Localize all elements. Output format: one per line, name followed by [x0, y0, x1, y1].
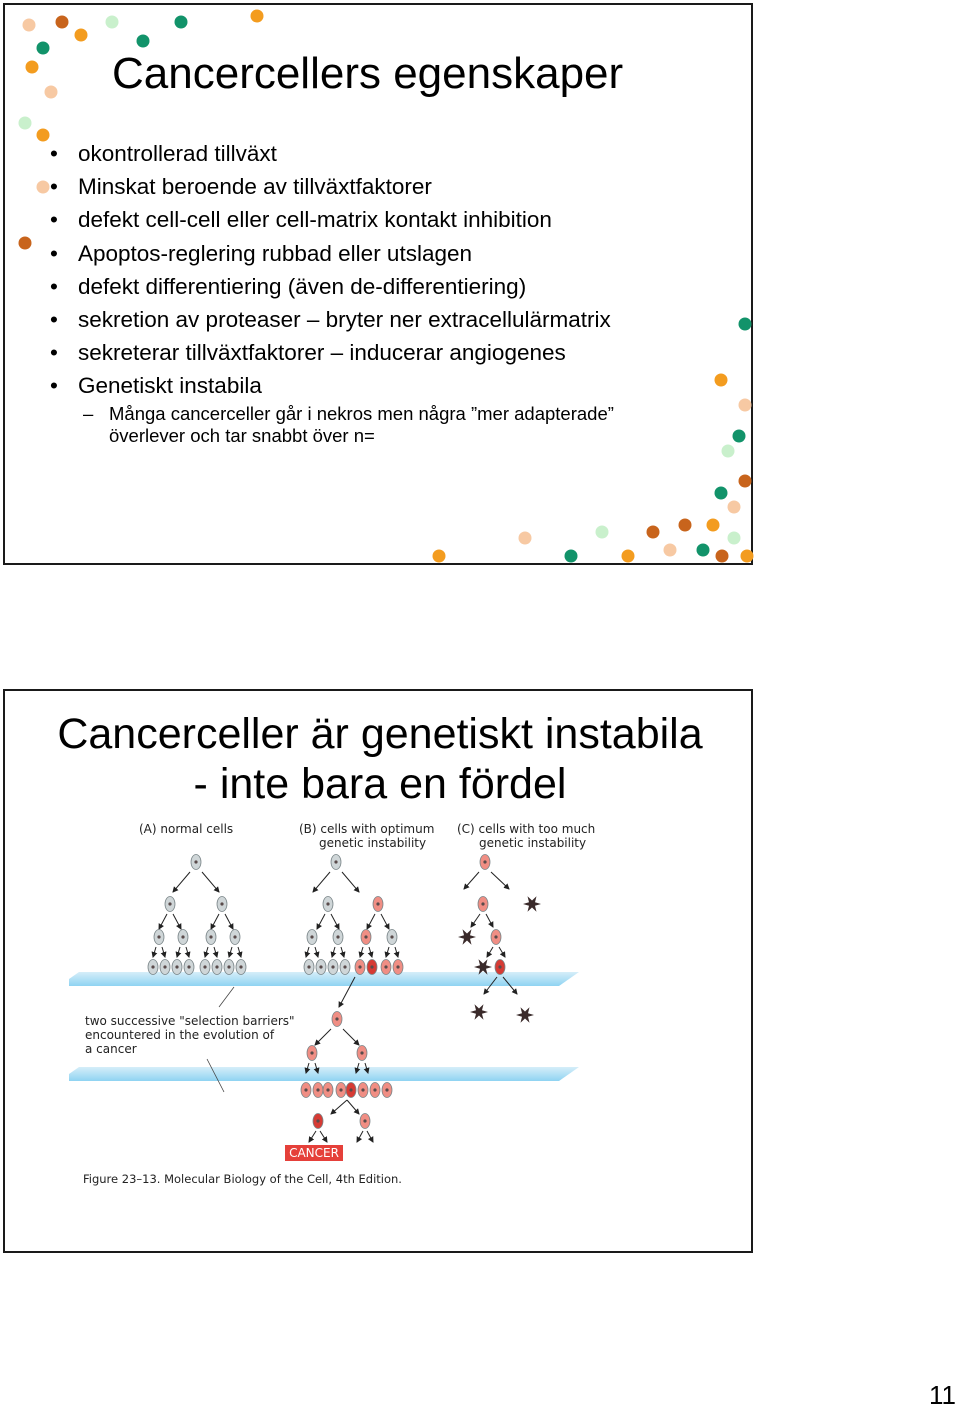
cell-nucleus [331, 965, 334, 968]
bullet-item: • okontrollerad tillväxt [50, 137, 740, 170]
bullet-item: • sekretion av proteaser – bryter ner extracellulärmatrix [50, 303, 740, 336]
decorative-dot [741, 550, 754, 563]
decorative-dot [175, 16, 188, 29]
division-arrow [367, 914, 375, 929]
division-arrow [367, 1131, 373, 1142]
division-arrow [177, 947, 180, 957]
decorative-dot [739, 475, 752, 488]
division-arrow [332, 947, 335, 957]
division-arrow [225, 914, 233, 929]
cell-nucleus [319, 965, 322, 968]
decorative-dot [56, 16, 69, 29]
decorative-dot [137, 35, 150, 48]
sub-bullet-dash: – [83, 403, 94, 424]
cell-nucleus [336, 935, 339, 938]
cell-nucleus [326, 1088, 329, 1091]
decorative-dot [739, 399, 752, 412]
cell-nucleus [233, 935, 236, 938]
division-arrow [153, 947, 156, 957]
cell-nucleus [498, 965, 501, 968]
division-arrow [487, 947, 493, 957]
cell-nucleus [220, 902, 223, 905]
division-arrow [205, 947, 208, 957]
cell-nucleus [187, 965, 190, 968]
division-arrow [238, 947, 241, 957]
bullet-item: • Apoptos-reglering rubbad eller utslagen [50, 237, 740, 270]
division-arrow [386, 947, 389, 957]
label-optimum-instability-2: genetic instability [319, 836, 427, 850]
slide-cancercellers-egenskaper [3, 3, 753, 565]
bullet-list [50, 137, 740, 403]
slide-title-line-2: - inte bara en fördel [193, 760, 567, 808]
cell-nucleus [481, 902, 484, 905]
cell-nucleus [390, 935, 393, 938]
cell-nucleus [326, 902, 329, 905]
cell-nucleus [304, 1088, 307, 1091]
decorative-dot [565, 550, 578, 563]
division-arrow [343, 1029, 359, 1045]
decorative-dot [716, 550, 729, 563]
cell-nucleus [358, 965, 361, 968]
decorative-dot [733, 430, 746, 443]
sub-bullet-line-1: Många cancerceller går i nekros men några ”mer adapterade” [109, 403, 614, 424]
division-arrow [341, 947, 344, 957]
division-arrow [395, 947, 398, 957]
decorative-dot [19, 117, 32, 130]
division-arrow [369, 947, 372, 957]
cell-nucleus [385, 1088, 388, 1091]
division-arrow [491, 872, 509, 889]
barrier-annotation-line-1: two successive "selection barriers" [85, 1014, 295, 1028]
division-arrow [331, 1100, 347, 1114]
cell-nucleus [494, 935, 497, 938]
division-arrow [320, 1131, 327, 1142]
cell-nucleus [215, 965, 218, 968]
bullet-item: • Genetiskt instabila [50, 369, 740, 402]
division-arrow [360, 947, 363, 957]
cell-nucleus [316, 1119, 319, 1122]
slide-title: Cancercellers egenskaper [112, 49, 624, 98]
cell-nucleus [239, 965, 242, 968]
decorative-dot [728, 532, 741, 545]
decorative-dot [26, 61, 39, 74]
page-number: 11 [929, 1380, 956, 1410]
decorative-dot [251, 10, 264, 23]
bullet-item: • defekt differentiering (även de-differentiering) [50, 270, 740, 303]
slide-title [5, 709, 755, 809]
dead-cell [516, 1007, 534, 1023]
division-arrow [464, 872, 479, 889]
selection-barrier-2 [69, 1067, 579, 1081]
decorative-dot [715, 487, 728, 500]
cancer-label: CANCER [289, 1146, 339, 1160]
decorative-dot [647, 526, 660, 539]
cell-nucleus [373, 1088, 376, 1091]
division-arrow [357, 1131, 363, 1142]
cell-nucleus [384, 965, 387, 968]
cell-nucleus [227, 965, 230, 968]
decorative-dot [37, 42, 50, 55]
division-arrow [162, 947, 165, 957]
cell-nucleus [194, 860, 197, 863]
dead-cell [458, 929, 476, 945]
dead-cell [470, 1004, 488, 1020]
cell-nucleus [370, 965, 373, 968]
division-arrow [173, 914, 181, 929]
cell-nucleus [151, 965, 154, 968]
cell-nucleus [175, 965, 178, 968]
cell-nucleus [363, 1119, 366, 1122]
division-arrow [306, 947, 309, 957]
division-arrow [471, 914, 480, 927]
slide-title-line-1: Cancerceller är genetiskt instabila [57, 710, 703, 758]
cell-nucleus [316, 1088, 319, 1091]
decorative-dot [664, 544, 677, 557]
genetic-instability-figure [69, 809, 689, 1189]
label-optimum-instability-1: (B) cells with optimum [299, 822, 435, 836]
cell-nucleus [343, 965, 346, 968]
barrier-annotation-line-2: encountered in the evolution of [85, 1028, 275, 1042]
division-arrow [211, 914, 219, 929]
division-arrow [486, 914, 493, 927]
cell-nucleus [307, 965, 310, 968]
division-arrow [309, 1131, 316, 1142]
cell-nucleus [349, 1088, 352, 1091]
division-arrow [173, 872, 190, 892]
decorative-dot [707, 519, 720, 532]
decorative-dot [37, 129, 50, 142]
barrier-annotation-line-3: a cancer [85, 1042, 137, 1056]
division-arrow [315, 947, 318, 957]
bullet-item: • Minskat beroende av tillväxtfaktorer [50, 170, 740, 203]
division-arrow [229, 947, 232, 957]
cell-nucleus [310, 935, 313, 938]
cell-nucleus [163, 965, 166, 968]
division-arrow [381, 914, 389, 929]
decorative-dot [739, 318, 752, 331]
cell-nucleus [361, 1088, 364, 1091]
decorative-dot [19, 237, 32, 250]
division-arrow [331, 914, 339, 929]
division-arrow [317, 914, 325, 929]
division-arrow [499, 947, 505, 957]
dead-cell [523, 896, 541, 912]
decorative-dot [728, 501, 741, 514]
decorative-dot [697, 544, 710, 557]
sub-bullet [83, 403, 733, 447]
division-arrow [186, 947, 189, 957]
selection-barrier-1 [69, 972, 579, 986]
division-arrow [342, 872, 359, 892]
cell-nucleus [181, 935, 184, 938]
cell-nucleus [334, 860, 337, 863]
decorative-dot [106, 16, 119, 29]
division-arrow [159, 914, 167, 929]
cell-nucleus [483, 860, 486, 863]
cell-nucleus [157, 935, 160, 938]
cell-nucleus [203, 965, 206, 968]
decorative-dot [622, 550, 635, 563]
division-arrow [315, 1029, 331, 1045]
cell-nucleus [339, 1088, 342, 1091]
sub-bullet-line-2: överlever och tar snabbt över n= [109, 425, 375, 446]
slide-genetiskt-instabila [3, 689, 753, 1253]
division-arrow [313, 872, 330, 892]
decorative-dot [23, 19, 36, 32]
cell-nucleus [335, 1017, 338, 1020]
cell-nucleus [360, 1051, 363, 1054]
division-arrow [202, 872, 219, 892]
label-normal-cells: (A) normal cells [139, 822, 234, 836]
cell-nucleus [364, 935, 367, 938]
decorative-dot [519, 532, 532, 545]
cell-nucleus [396, 965, 399, 968]
figure-caption: Figure 23–13. Molecular Biology of the Cell, 4th Edition. [83, 1172, 402, 1186]
annotation-pointer [219, 987, 234, 1007]
decorative-dot [596, 526, 609, 539]
decorative-dot [75, 29, 88, 42]
division-arrow [214, 947, 217, 957]
decorative-dot [679, 519, 692, 532]
bullet-item: • defekt cell-cell eller cell-matrix kontakt inhibition [50, 203, 740, 236]
label-too-much-instability-2: genetic instability [479, 836, 587, 850]
cell-nucleus [310, 1051, 313, 1054]
cell-nucleus [376, 902, 379, 905]
decorative-dot [37, 181, 50, 194]
bullet-item: • sekreterar tillväxtfaktorer – inducerar angiogenes [50, 336, 740, 369]
cell-nucleus [168, 902, 171, 905]
decorative-dot [433, 550, 446, 563]
label-too-much-instability-1: (C) cells with too much [457, 822, 596, 836]
division-arrow [347, 1100, 359, 1114]
decorative-dot [45, 86, 58, 99]
cell-nucleus [209, 935, 212, 938]
